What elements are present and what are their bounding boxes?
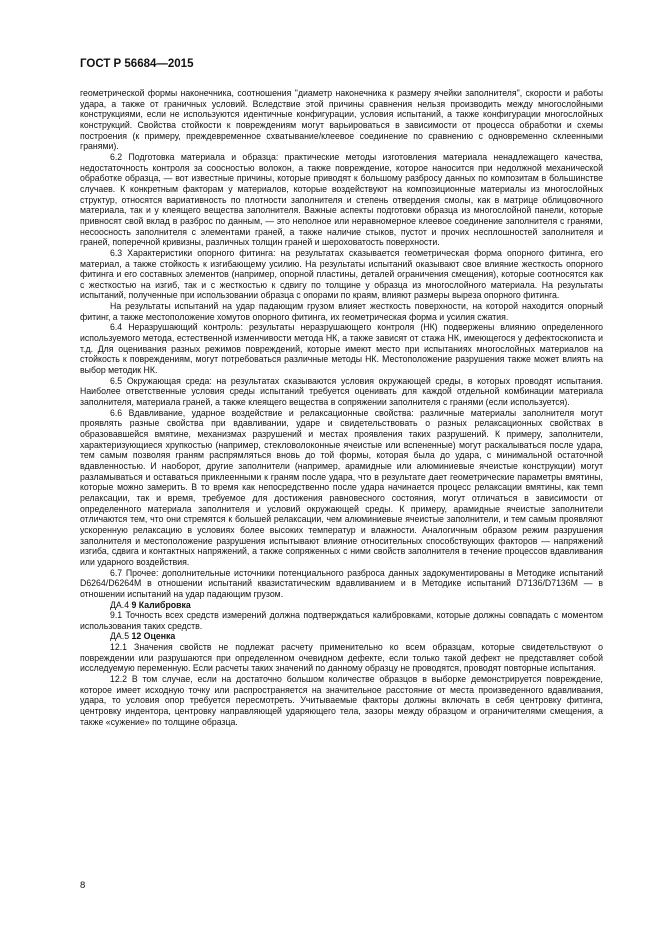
paragraph-6-7: 6.7 Прочее: дополнительные источники потенциального разброса данных задокументированы в Методике испытаний D6264/D6264M в отношении испытаний квазистатическим вдавливанием и в Методике испытаний D7136/D7136M — в отношении испытаний на удар падающим грузом. — [80, 567, 603, 599]
paragraph-12-2: 12.2 В том случае, если на достаточно большом количестве образцов в выборке демонстрируется повреждение, которое имеет исходную точку или распространяется на значительное расстояние от места произведенного вдавливания, удара, то условия опор требуется пересмотреть. Учитываемые факторы должны включать в себя центровку фитинга, центровку индентора, центровку направляющей ударяющего тела, зазоры между образцом и ограничителями смещения, а также «сужение» по толщине образца. — [80, 674, 603, 727]
page-number: 8 — [80, 880, 86, 891]
paragraph-6-5: 6.5 Окружающая среда: на результатах сказываются условия окружающей среды, в которых проводят испытания. Наиболее ответственные условия среды испытаний требуется оценивать для каждой отдельной комбинации материала заполнителя, материала граней, а также клеящего вещества в сопряжении заполнителя с гранями (если используется). — [80, 375, 603, 408]
document-body — [80, 88, 603, 727]
paragraph-6-2: 6.2 Подготовка материала и образца: практические методы изготовления материала ненадлежащего качества, недостаточность контроля за соосностью волокон, а также повреждение, которое наносится при недолжной механической обработке образца, — вот известные причины, которые приводят к большому разбросу данных по композитам в большинстве случаев. К конкретным факторам у материалов, которые воздействуют на композиционные материалы из многослойных структур, относятся вариативность по плотности заполнителя и степень отвердения смолы, как в матрице облицовочного материала, так и у клеящего вещества заполнителя. Важные аспекты подготовки образца из многослойной панели, которые привносят свой вклад в разброс по данным, — это неполное или неравномерное клеевое соединение заполнителя с гранями, несоосность заполнителя с элементами граней, а также наличие стыков, пустот и прочих несплошностей заполнителя и граней, поперечной кривизны, различных толщин граней и шероховатость поверхности. — [80, 151, 603, 248]
section-heading-a4 — [80, 600, 603, 611]
section-heading-a5 — [80, 631, 603, 642]
section-title: 9 Калибровка — [131, 599, 191, 610]
section-prefix: ДА.4 — [110, 599, 130, 610]
paragraph-6-4: 6.4 Неразрушающий контроль: результаты неразрушающего контроля (НК) подвержены влиянию определенного используемого метода, естественной изменчивости метода НК, а также зависят от стажа НК, имеющегося у дефектоскописта и т.д. Для оценивания разных режимов повреждений, которые имеют место при испытаниях многослойных материалов на стойкость к повреждениям, могут потребоваться различные методы НК. Местоположение разрушения также может влиять на выбор методик НК. — [80, 322, 603, 376]
section-prefix: ДА.5 — [110, 631, 130, 642]
section-title: 12 Оценка — [131, 631, 176, 642]
standard-header: ГОСТ Р 56684—2015 — [80, 58, 194, 70]
paragraph-9-1: 9.1 Точность всех средств измерений должна подтверждаться калибровками, которые должны совпадать с моментом использования таких средств. — [80, 610, 603, 631]
paragraph-drop-weight: На результаты испытаний на удар падающим грузом влияет жесткость поверхности, на которой находится опорный фитинг, а также местоположение хомутов опорного фитинга, их геометрическая форма и усилия сжатия. — [80, 301, 603, 322]
paragraph-6-3: 6.3 Характеристики опорного фитинга: на результатах сказывается геометрическая форма опорного фитинга, его материал, а также стойкость к изгибающему усилию. На результаты испытаний оказывают свое влияние жесткость опорного фитинга и его составных элементов (например, опорной пластины, деталей ограничения смещения), которые соотносятся как с жесткостью на изгиб, так и с жесткостью к сдвигу по толщине у образца из многослойного материала. На результаты испытаний, полученные при использовании образца с опорами по краям, влияют размеры выреза опорного фитинга. — [80, 247, 603, 301]
paragraph-continuation: геометрической формы наконечника, соотношения "диаметр наконечника к размеру ячейки заполнителя", скорости и работы удара, а также от граничных условий. Вследствие этой причины сравнения нельзя производить между многослойными конструкциями, если не используются идентичные конфигурации, условия испытаний, а также конфигурации многослойных конструкций. Свойства стойкости к повреждениям могут варьироваться в зависимости от процесса обработки и схемы построения (к примеру, преждевременное схватывание/клеевое соединение по сравнению с одновременно склеенными гранями). — [80, 88, 603, 152]
paragraph-6-6: 6.6 Вдавливание, ударное воздействие и релаксационные свойства: различные материалы заполнителя могут проявлять разные свойства при вдавливании, ударе и свидетельствовать о разных релаксационных свойствах в образовавшейся вмятине, механизмах разрушений и местах проявления таких разрушений. К примеру, заполнители, характеризующиеся хрупкостью (например, стекловолоконные ячеистые или вспененные) могут раскалываться после удара, тем самым позволяя граням распрямляться вновь до той формы, которая была до удара, с минимальной остаточной вдавленностью. И наоборот, другие заполнители (например, арамидные или алюминиевые ячеистые конструкции) могут разламываться и оставаться приклеенными к граням после удара, что в результате дает геометрические параметры вмятины, которые можно замерить. В то время как непосредственно после удара начинается процесс релаксации вмятины, как темп релаксации, так и время, требуемое для достижения равновесного состояния, могут отличаться в зависимости от определенного материала заполнителя и условий окружающей среды. К примеру, арамидные ячеистые заполнители отличаются тем, что они стремятся к большей релаксации, чем алюминиевые ячеистые заполнители, и тем самым проявляют ускоренную релаксацию в условиях более высоких температур и влажности. Аналогичным образом режим разрушения заполнителя и местоположение разрушения испытывают влияние относительных способствующих факторов — напряжений изгиба, сдвига и контактных напряжений, а также сопряженных с ними свойств заполнителя в течение процессов вдавливания или ударного воздействия. — [80, 407, 603, 567]
paragraph-12-1: 12.1 Значения свойств не подлежат расчету применительно ко всем образцам, которые свидетельствуют о повреждении или разрушаются при определенном очевидном дефекте, если только такой дефект не представляет собой исследуемую переменную. Если расчеты таких значений по данному образцу не проводятся, проводят повторные испытания. — [80, 642, 603, 674]
